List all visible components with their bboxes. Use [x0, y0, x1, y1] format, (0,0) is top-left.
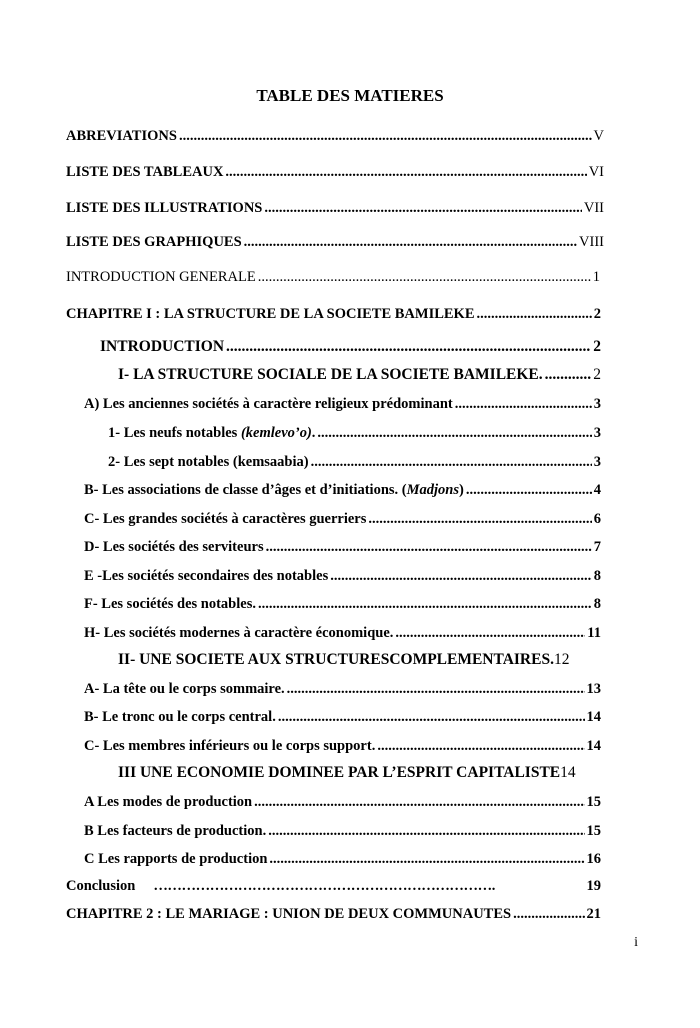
toc-entry-page: 3: [593, 425, 601, 441]
toc-leader: [287, 681, 585, 698]
toc-entry-label: II- UNE SOCIETE AUX STRUCTURESCOMPLEMENTAIRES.: [118, 651, 554, 668]
toc-entry-label: B- Le tronc ou le corps central.: [84, 709, 276, 725]
toc-leader: [226, 338, 591, 356]
page-title: TABLE DES MATIERES: [256, 86, 444, 105]
toc-entry-label: 1- Les neufs notables (kemlevo’o).: [108, 425, 316, 441]
toc-leader: [330, 568, 592, 585]
toc-entry-label: C Les rapports de production: [84, 851, 268, 867]
toc-entry-page: 14: [586, 709, 601, 725]
toc-entry-page: VII: [583, 200, 604, 216]
toc-entry-page: 2: [593, 338, 601, 355]
toc-entry-page: 1: [592, 269, 600, 285]
toc-entry-label: LISTE DES ILLUSTRATIONS: [66, 200, 263, 216]
toc-entry-page: 6: [593, 511, 601, 527]
toc-entry-label: A Les modes de production: [84, 794, 253, 810]
toc-entry-label: C- Les grandes sociétés à caractères guerriers: [84, 511, 367, 527]
toc-entry-page: V: [593, 128, 604, 144]
toc-entry-page: 3: [593, 396, 601, 412]
toc-entry[interactable]: [118, 651, 605, 673]
toc-entry-label: INTRODUCTION: [100, 338, 225, 355]
toc-entry-label: Conclusion: [66, 878, 136, 894]
toc-entry[interactable]: [100, 338, 601, 360]
toc-entry-page: 8: [593, 596, 601, 612]
toc-leader: [513, 906, 584, 923]
toc-leader: [395, 625, 585, 642]
toc-entry[interactable]: [84, 851, 601, 873]
toc-entry-page: 2: [593, 366, 601, 383]
toc-leader: [269, 851, 584, 868]
toc-entry-label: C- Les membres inférieurs ou le corps support.: [84, 738, 376, 754]
toc-entry-page: 8: [593, 568, 601, 584]
toc-entry-page: 12: [553, 651, 570, 668]
toc-entry[interactable]: [66, 164, 604, 186]
toc-entry[interactable]: [84, 625, 601, 647]
toc-entry-page: 16: [586, 851, 601, 867]
toc-entry-page: 14: [560, 764, 576, 781]
toc-entry-label: A) Les anciennes sociétés à caractère religieux prédominant: [84, 396, 453, 412]
toc-leader: [266, 539, 592, 556]
toc-leader: [368, 511, 591, 528]
toc-entry[interactable]: [84, 596, 601, 618]
toc-entry[interactable]: [84, 539, 601, 561]
toc-leader: [377, 738, 584, 755]
toc-entry[interactable]: [84, 823, 601, 845]
toc-entry-page: 13: [586, 681, 601, 697]
toc-entry[interactable]: [118, 366, 601, 388]
toc-entry-page: 4: [593, 482, 601, 498]
toc-leader: [258, 269, 591, 286]
toc-leader: [258, 596, 592, 613]
toc-entry-label: F- Les sociétés des notables.: [84, 596, 256, 612]
toc-entry[interactable]: [66, 878, 601, 900]
page-number: i: [634, 935, 638, 950]
toc-entry-label: ABREVIATIONS: [66, 128, 177, 144]
toc-entry-page: VIII: [579, 234, 604, 250]
toc-entry[interactable]: [84, 511, 601, 533]
toc-entry-label: E -Les sociétés secondaires des notables: [84, 568, 329, 584]
toc-entry[interactable]: [84, 709, 601, 731]
toc-entry-label: LISTE DES GRAPHIQUES: [66, 234, 242, 250]
toc-entry[interactable]: [118, 764, 613, 786]
toc-entry-page: 21: [586, 906, 601, 922]
toc-entry-label: CHAPITRE I : LA STRUCTURE DE LA SOCIETE BAMILEKE: [66, 306, 475, 322]
toc-leader: ……………………………………………………………….: [153, 878, 495, 894]
toc-entry-label: D- Les sociétés des serviteurs: [84, 539, 264, 555]
toc-entry[interactable]: [66, 269, 600, 291]
toc-entry-label: A- La tête ou le corps sommaire.: [84, 681, 285, 697]
toc-entry[interactable]: [66, 306, 601, 328]
toc-entry-page: 14: [586, 738, 601, 754]
toc-entry[interactable]: [66, 128, 604, 150]
toc-leader: [455, 396, 592, 413]
toc-entry-label: CHAPITRE 2 : LE MARIAGE : UNION DE DEUX COMMUNAUTES: [66, 906, 512, 922]
toc-entry-label: LISTE DES TABLEAUX: [66, 164, 224, 180]
toc-entry[interactable]: [84, 568, 601, 590]
toc-leader: [254, 794, 584, 811]
toc-entry[interactable]: [84, 681, 601, 703]
toc-leader: [244, 234, 577, 251]
toc-leader: [466, 482, 592, 499]
toc-entry[interactable]: [108, 425, 601, 447]
toc-entry[interactable]: [84, 794, 601, 816]
toc-entry[interactable]: [84, 738, 601, 760]
toc-leader: [225, 164, 586, 181]
toc-entry-page: 3: [593, 454, 601, 470]
toc-leader: [317, 425, 591, 442]
toc-leader: [268, 823, 584, 840]
toc-entry-page: 11: [587, 625, 601, 641]
toc-entry[interactable]: [108, 454, 601, 476]
toc-entry[interactable]: [66, 234, 604, 256]
toc-entry-label: III UNE ECONOMIE DOMINEE PAR L’ESPRIT CAPITALISTE: [118, 764, 561, 781]
toc-entry-page: 15: [586, 823, 601, 839]
toc-leader: [264, 200, 581, 217]
toc-entry-label: B Les facteurs de production.: [84, 823, 267, 839]
toc-entry-label: INTRODUCTION GENERALE: [66, 269, 256, 285]
toc-entry-page: VI: [588, 164, 604, 180]
toc-entry-label: B- Les associations de classe d’âges et d’initiations. (Madjons): [84, 482, 464, 498]
toc-leader: [179, 128, 592, 145]
toc-leader: [278, 709, 585, 726]
toc-leader: [545, 366, 592, 384]
toc-entry-page: 7: [593, 539, 601, 555]
toc-entry-page: 19: [586, 878, 601, 894]
toc-entry-label: H- Les sociétés modernes à caractère économique.: [84, 625, 394, 641]
toc-entry[interactable]: [66, 906, 601, 928]
toc-entry-label: 2- Les sept notables (kemsaabia): [108, 454, 309, 470]
toc-entry-label: I- LA STRUCTURE SOCIALE DE LA SOCIETE BAMILEKE.: [118, 366, 543, 383]
toc-entry-page: 15: [586, 794, 601, 810]
toc-entry[interactable]: [84, 482, 601, 504]
toc-leader: [311, 454, 592, 471]
toc-entry[interactable]: [66, 200, 604, 222]
toc-entry-page: 2: [593, 306, 601, 322]
toc-entry[interactable]: [84, 396, 601, 418]
toc-leader: [477, 306, 592, 323]
